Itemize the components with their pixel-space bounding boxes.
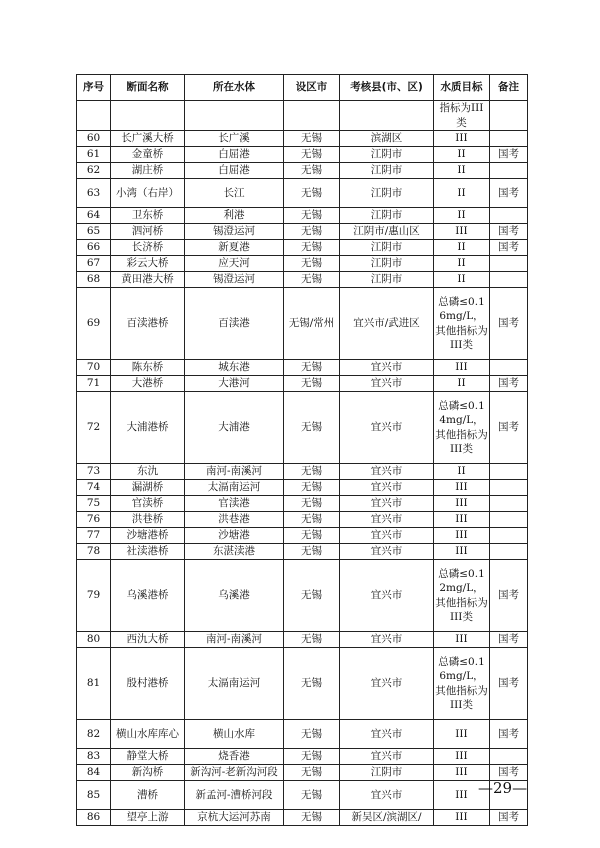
cell-section-name: 新沟桥 [111, 765, 185, 781]
cell-city: 无锡 [284, 560, 340, 632]
table-row [77, 496, 528, 512]
header-city: 设区市 [284, 75, 340, 101]
cell-assessed-county: 江阴市 [340, 240, 434, 256]
cell-water-body: 太滆南运河 [185, 648, 284, 720]
cell-city: 无锡 [284, 810, 340, 826]
cell-serial-number: 84 [77, 765, 111, 781]
cell-serial-number: 78 [77, 544, 111, 560]
cell-water-body: 南河-南溪河 [185, 464, 284, 480]
cell-city: 无锡 [284, 464, 340, 480]
cell-remarks: 国考 [490, 720, 528, 749]
cell-water-quality-target: III [434, 496, 490, 512]
cell-serial-number: 77 [77, 528, 111, 544]
cell-city: 无锡 [284, 360, 340, 376]
cell-city: 无锡 [284, 179, 340, 208]
table-row [77, 560, 528, 632]
table-row [77, 240, 528, 256]
table-row [77, 464, 528, 480]
cell-city: 无锡 [284, 256, 340, 272]
cell-water-quality-target: II [434, 272, 490, 288]
table-row [77, 648, 528, 720]
cell-remarks [490, 256, 528, 272]
cell-serial-number: 86 [77, 810, 111, 826]
cell-serial-number: 67 [77, 256, 111, 272]
cell-serial-number: 71 [77, 376, 111, 392]
cell-section-name [111, 101, 185, 131]
cell-water-quality-target: 总磷≤0.16mg/L，其他指标为III类 [434, 288, 490, 360]
cell-section-name: 社渎港桥 [111, 544, 185, 560]
cell-assessed-county: 宜兴市 [340, 496, 434, 512]
cell-assessed-county: 宜兴市 [340, 376, 434, 392]
cell-section-name: 长济桥 [111, 240, 185, 256]
cell-water-quality-target: III [434, 131, 490, 147]
cell-assessed-county: 江阴市 [340, 163, 434, 179]
cell-section-name: 大港桥 [111, 376, 185, 392]
cell-section-name: 漕桥 [111, 781, 185, 810]
cell-section-name: 横山水库库心 [111, 720, 185, 749]
header-water-quality-target: 水质目标 [434, 75, 490, 101]
cell-water-quality-target: 总磷≤0.12mg/L，其他指标为III类 [434, 560, 490, 632]
cell-water-body: 横山水库 [185, 720, 284, 749]
header-section-name: 断面名称 [111, 75, 185, 101]
cell-water-quality-target: III [434, 749, 490, 765]
header-assessed-county: 考核县(市、区) [340, 75, 434, 101]
cell-city: 无锡 [284, 720, 340, 749]
table-row [77, 360, 528, 376]
cell-section-name: 卫东桥 [111, 208, 185, 224]
cell-section-name: 金童桥 [111, 147, 185, 163]
cell-serial-number: 76 [77, 512, 111, 528]
header-remarks: 备注 [490, 75, 528, 101]
cell-section-name: 静堂大桥 [111, 749, 185, 765]
cell-water-body: 洪巷港 [185, 512, 284, 528]
cell-assessed-county: 宜兴市 [340, 720, 434, 749]
cell-serial-number [77, 101, 111, 131]
cell-assessed-county: 新吴区/滨湖区/ [340, 810, 434, 826]
table-header-row [77, 75, 528, 101]
cell-water-quality-target: II [434, 464, 490, 480]
cell-section-name: 漏湖桥 [111, 480, 185, 496]
cell-water-body: 太滆南运河 [185, 480, 284, 496]
cell-section-name: 黄田港大桥 [111, 272, 185, 288]
cell-water-quality-target: III [434, 720, 490, 749]
cell-water-quality-target: 指标为III类 [434, 101, 490, 131]
cell-remarks [490, 512, 528, 528]
cell-serial-number: 62 [77, 163, 111, 179]
table-row [77, 810, 528, 826]
table-row [77, 147, 528, 163]
cell-serial-number: 79 [77, 560, 111, 632]
cell-city: 无锡/常州 [284, 288, 340, 360]
cell-section-name: 泗河桥 [111, 224, 185, 240]
cell-city: 无锡 [284, 749, 340, 765]
cell-assessed-county: 江阴市/惠山区 [340, 224, 434, 240]
cell-serial-number: 66 [77, 240, 111, 256]
cell-serial-number: 85 [77, 781, 111, 810]
cell-water-quality-target: II [434, 240, 490, 256]
cell-city: 无锡 [284, 240, 340, 256]
cell-section-name: 长广溪大桥 [111, 131, 185, 147]
cell-serial-number: 74 [77, 480, 111, 496]
cell-remarks: 国考 [490, 765, 528, 781]
cell-serial-number: 63 [77, 179, 111, 208]
table-row [77, 376, 528, 392]
cell-water-body: 长江 [185, 179, 284, 208]
cell-water-body: 长广溪 [185, 131, 284, 147]
cell-remarks: 国考 [490, 224, 528, 240]
cell-serial-number: 61 [77, 147, 111, 163]
cell-assessed-county: 宜兴市 [340, 648, 434, 720]
cell-remarks [490, 749, 528, 765]
cell-water-quality-target: III [434, 781, 490, 810]
cell-assessed-county: 江阴市 [340, 765, 434, 781]
cell-section-name: 望亭上游 [111, 810, 185, 826]
cell-assessed-county: 宜兴市 [340, 632, 434, 648]
table-row [77, 392, 528, 464]
cell-city: 无锡 [284, 376, 340, 392]
table-row [77, 512, 528, 528]
cell-remarks: 国考 [490, 560, 528, 632]
cell-remarks: 国考 [490, 288, 528, 360]
cell-city: 无锡 [284, 544, 340, 560]
cell-remarks [490, 544, 528, 560]
cell-assessed-county: 江阴市 [340, 256, 434, 272]
cell-water-body: 东湛渎港 [185, 544, 284, 560]
cell-section-name: 彩云大桥 [111, 256, 185, 272]
cell-water-body: 新沟河-老新沟河段 [185, 765, 284, 781]
cell-city [284, 101, 340, 131]
cell-assessed-county: 宜兴市 [340, 480, 434, 496]
cell-remarks: 国考 [490, 392, 528, 464]
table-row [77, 765, 528, 781]
cell-water-quality-target: III [434, 360, 490, 376]
cell-assessed-county: 宜兴市 [340, 781, 434, 810]
table-row [77, 131, 528, 147]
cell-water-quality-target: II [434, 256, 490, 272]
cell-section-name: 官渎桥 [111, 496, 185, 512]
cell-water-quality-target: III [434, 528, 490, 544]
header-water-body: 所在水体 [185, 75, 284, 101]
cell-water-body: 应天河 [185, 256, 284, 272]
cell-city: 无锡 [284, 131, 340, 147]
cell-section-name: 西氿大桥 [111, 632, 185, 648]
cell-section-name: 小湾（右岸） [111, 179, 185, 208]
cell-assessed-county [340, 101, 434, 131]
cell-water-quality-target: II [434, 147, 490, 163]
cell-remarks [490, 360, 528, 376]
cell-city: 无锡 [284, 224, 340, 240]
cell-serial-number: 81 [77, 648, 111, 720]
cell-remarks [490, 464, 528, 480]
cell-city: 无锡 [284, 480, 340, 496]
table-row [77, 528, 528, 544]
cell-water-quality-target: III [434, 544, 490, 560]
cell-water-body: 南河-南溪河 [185, 632, 284, 648]
table-row [77, 256, 528, 272]
cell-serial-number: 73 [77, 464, 111, 480]
cell-city: 无锡 [284, 512, 340, 528]
cell-water-quality-target: III [434, 480, 490, 496]
cell-city: 无锡 [284, 163, 340, 179]
cell-section-name: 百渎港桥 [111, 288, 185, 360]
cell-water-body: 大港河 [185, 376, 284, 392]
cell-city: 无锡 [284, 648, 340, 720]
cell-water-body: 乌溪港 [185, 560, 284, 632]
cell-water-body: 锡澄运河 [185, 224, 284, 240]
table-row [77, 544, 528, 560]
cell-remarks: 国考 [490, 376, 528, 392]
cell-city: 无锡 [284, 147, 340, 163]
cell-serial-number: 69 [77, 288, 111, 360]
cell-water-body: 新孟河-漕桥河段 [185, 781, 284, 810]
cell-remarks [490, 528, 528, 544]
cell-water-quality-target: 总磷≤0.16mg/L，其他指标为III类 [434, 648, 490, 720]
cell-assessed-county: 宜兴市 [340, 528, 434, 544]
cell-serial-number: 60 [77, 131, 111, 147]
cell-remarks: 国考 [490, 179, 528, 208]
cell-water-body: 城东港 [185, 360, 284, 376]
cell-water-body: 烧香港 [185, 749, 284, 765]
cell-assessed-county: 宜兴市 [340, 749, 434, 765]
table-row [77, 632, 528, 648]
cell-section-name: 洪巷桥 [111, 512, 185, 528]
page-number: —29— [478, 779, 528, 797]
cell-remarks: 国考 [490, 147, 528, 163]
cell-section-name: 东氿 [111, 464, 185, 480]
cell-remarks: 国考 [490, 648, 528, 720]
table-row [77, 208, 528, 224]
cell-assessed-county: 宜兴市 [340, 360, 434, 376]
cell-water-body: 百渎港 [185, 288, 284, 360]
cell-remarks [490, 131, 528, 147]
cell-remarks [490, 272, 528, 288]
table-row [77, 179, 528, 208]
cell-water-body: 白屈港 [185, 147, 284, 163]
cell-remarks: 国考 [490, 240, 528, 256]
cell-city: 无锡 [284, 496, 340, 512]
cell-water-quality-target: II [434, 208, 490, 224]
cell-city: 无锡 [284, 781, 340, 810]
cell-assessed-county: 江阴市 [340, 272, 434, 288]
cell-serial-number: 64 [77, 208, 111, 224]
cell-remarks [490, 101, 528, 131]
water-quality-table [76, 74, 528, 826]
cell-section-name: 乌溪港桥 [111, 560, 185, 632]
cell-assessed-county: 宜兴市/武进区 [340, 288, 434, 360]
cell-assessed-county: 滨湖区 [340, 131, 434, 147]
cell-water-quality-target: III [434, 810, 490, 826]
cell-water-body: 京杭大运河苏南 [185, 810, 284, 826]
table-row [77, 781, 528, 810]
cell-remarks: 国考 [490, 810, 528, 826]
cell-remarks [490, 208, 528, 224]
cell-water-body: 利港 [185, 208, 284, 224]
cell-serial-number: 68 [77, 272, 111, 288]
cell-water-quality-target: 总磷≤0.14mg/L，其他指标为III类 [434, 392, 490, 464]
table-row [77, 720, 528, 749]
cell-water-quality-target: II [434, 179, 490, 208]
table-row [77, 224, 528, 240]
table-row [77, 749, 528, 765]
cell-section-name: 湖庄桥 [111, 163, 185, 179]
cell-assessed-county: 江阴市 [340, 179, 434, 208]
cell-water-quality-target: III [434, 512, 490, 528]
cell-assessed-county: 江阴市 [340, 208, 434, 224]
cell-water-body: 沙塘港 [185, 528, 284, 544]
table-row [77, 480, 528, 496]
header-serial-number: 序号 [77, 75, 111, 101]
cell-water-quality-target: III [434, 632, 490, 648]
cell-water-body: 锡澄运河 [185, 272, 284, 288]
table-row [77, 288, 528, 360]
cell-water-body [185, 101, 284, 131]
cell-remarks: 国考 [490, 632, 528, 648]
cell-section-name: 大浦港桥 [111, 392, 185, 464]
cell-serial-number: 80 [77, 632, 111, 648]
cell-serial-number: 82 [77, 720, 111, 749]
cell-section-name: 殷村港桥 [111, 648, 185, 720]
table-row [77, 101, 528, 131]
cell-water-body: 新夏港 [185, 240, 284, 256]
cell-serial-number: 65 [77, 224, 111, 240]
cell-water-body: 大浦港 [185, 392, 284, 464]
cell-assessed-county: 宜兴市 [340, 560, 434, 632]
cell-city: 无锡 [284, 392, 340, 464]
cell-serial-number: 83 [77, 749, 111, 765]
cell-water-quality-target: II [434, 163, 490, 179]
cell-city: 无锡 [284, 272, 340, 288]
cell-remarks [490, 496, 528, 512]
cell-serial-number: 72 [77, 392, 111, 464]
cell-water-body: 官渎港 [185, 496, 284, 512]
cell-assessed-county: 宜兴市 [340, 392, 434, 464]
cell-city: 无锡 [284, 765, 340, 781]
cell-serial-number: 70 [77, 360, 111, 376]
cell-water-quality-target: II [434, 376, 490, 392]
cell-serial-number: 75 [77, 496, 111, 512]
table-row [77, 163, 528, 179]
cell-section-name: 陈东桥 [111, 360, 185, 376]
cell-water-quality-target: III [434, 224, 490, 240]
cell-assessed-county: 江阴市 [340, 147, 434, 163]
cell-remarks [490, 163, 528, 179]
table-row [77, 272, 528, 288]
cell-section-name: 沙塘港桥 [111, 528, 185, 544]
cell-water-quality-target: III [434, 765, 490, 781]
cell-water-body: 白屈港 [185, 163, 284, 179]
cell-remarks [490, 480, 528, 496]
cell-city: 无锡 [284, 208, 340, 224]
cell-city: 无锡 [284, 528, 340, 544]
cell-assessed-county: 宜兴市 [340, 544, 434, 560]
cell-city: 无锡 [284, 632, 340, 648]
cell-assessed-county: 宜兴市 [340, 464, 434, 480]
cell-assessed-county: 宜兴市 [340, 512, 434, 528]
